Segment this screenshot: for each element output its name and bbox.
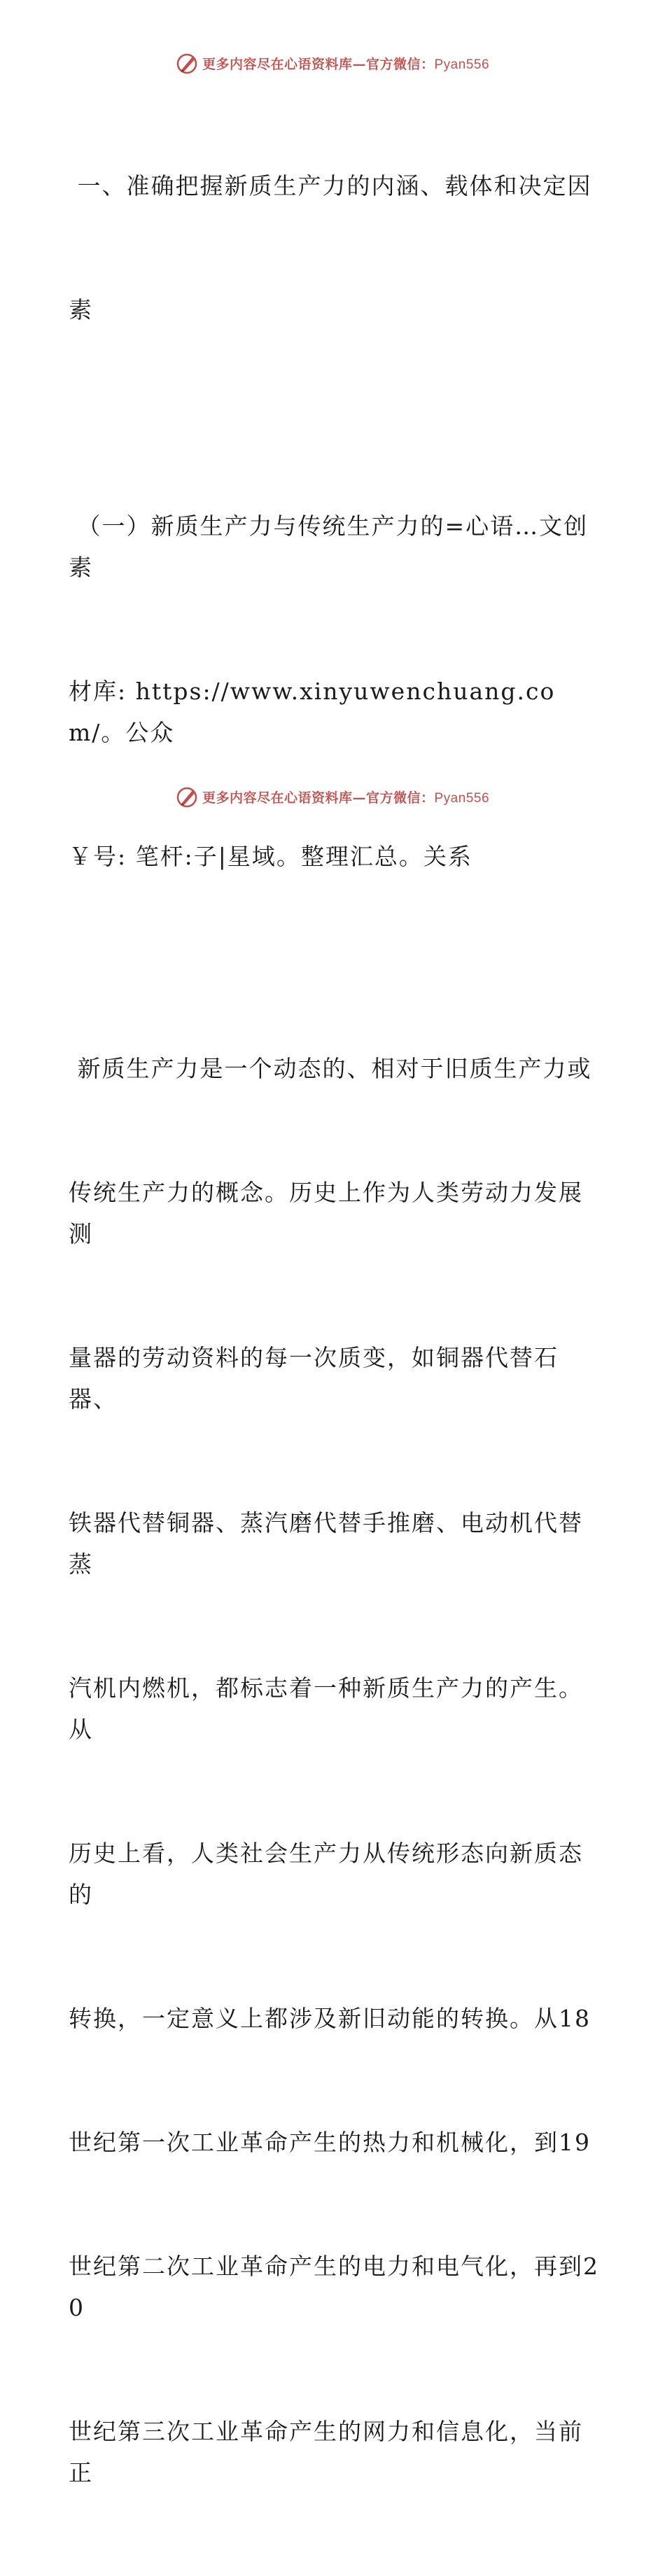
- text-line: 新质生产力是一个动态的、相对于旧质生产力或: [69, 1055, 592, 1082]
- text-line: 材库: https://www.xinyuwenchuang.com/。公众: [69, 678, 556, 746]
- text-line: （一）新质生产力与传统生产力的=心语…文创素: [69, 512, 589, 581]
- subsection-heading: [69, 423, 601, 960]
- footer-banner: [0, 783, 665, 811]
- banner-text: 更多内容尽在心语资料库—官方微信：Pyan556: [202, 56, 490, 72]
- text-line: 素: [69, 296, 93, 323]
- section-heading: [69, 83, 601, 413]
- text-line: ￥号: 笔杆:子|星域。整理汇总。关系: [69, 843, 472, 870]
- text-line: 转换，一定意义上都涉及新旧动能的转换。从18: [69, 2005, 591, 2032]
- text-line: 一、准确把握新质生产力的内涵、载体和决定因: [69, 172, 592, 200]
- text-line: 铁器代替铜器、蒸汽磨代替手推磨、电动机代替蒸: [69, 1509, 583, 1578]
- document-body: [69, 83, 601, 2576]
- text-line: 历史上看，人类社会生产力从传统形态向新质态的: [69, 1840, 583, 1908]
- pen-logo-icon: [176, 51, 200, 75]
- text-line: 传统生产力的概念。历史上作为人类劳动力发展测: [69, 1179, 583, 1247]
- text-line: 汽机内燃机，都标志着一种新质生产力的产生。从: [69, 1674, 583, 1743]
- body-paragraph: [69, 965, 601, 2576]
- pen-logo-icon: [176, 785, 200, 808]
- banner-text: 更多内容尽在心语资料库—官方微信：Pyan556: [202, 790, 490, 806]
- text-line: 世纪第三次工业革命产生的网力和信息化，当前正: [69, 2418, 583, 2486]
- text-line: 世纪第二次工业革命产生的电力和电气化，再到20: [69, 2253, 599, 2321]
- header-banner: [0, 49, 665, 77]
- text-line: 量器的劳动资料的每一次质变，如铜器代替石器、: [69, 1344, 559, 1413]
- text-line: 世纪第一次工业革命产生的热力和机械化，到19: [69, 2129, 591, 2156]
